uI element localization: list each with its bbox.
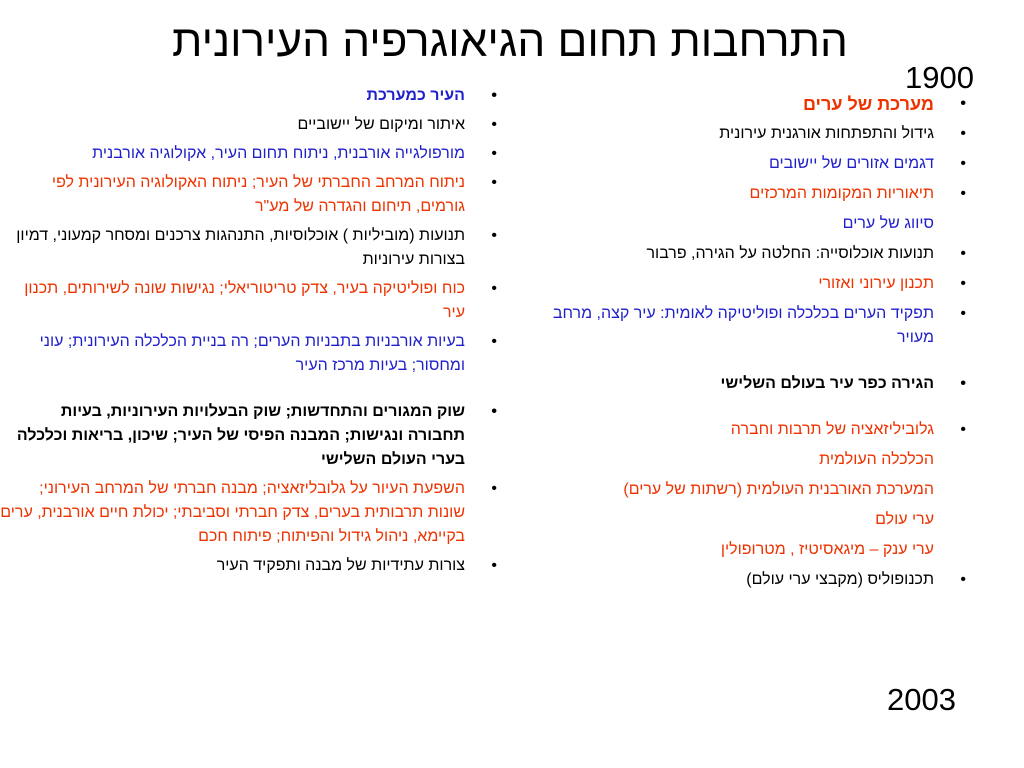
topic-item: הכלכלה העולמית [819, 451, 934, 468]
year-start-label: 1900 [905, 60, 974, 95]
topic-item: • מערכת של ערים [530, 92, 976, 116]
topic-item: • העיר כמערכת [0, 84, 507, 108]
left-topic-list [0, 84, 507, 583]
topic-item: • תכנון עירוני ואזורי [530, 272, 976, 296]
topic-item: • תפקיד הערים בכלכלה ופוליטיקה לאומית: עיר קצה, מרחב מעויר [530, 302, 976, 350]
topic-item: • בעיות אורבניות בתבניות הערים; רה בניית הכלכלה העירונית; עוני ומחסור; בעיות מרכז העיר [0, 330, 507, 378]
topic-item: • צורות עתידיות של מבנה ותפקיד העיר [0, 554, 507, 578]
topic-item: • השפעת העיור על גלובליזאציה; מבנה חברתי של המרחב העירוני; שונות תרבותית בערים, צדק חברתי וסביבתי; יכולת חיים אורבנית, ערים בקיימא, ניהול גידול והפיתוח; פיתוח חכם [0, 477, 507, 549]
slide-title: התרחבות תחום הגיאוגרפיה העירונית [172, 17, 848, 66]
topic-item: ערי עולם [875, 511, 934, 528]
topic-item: • תנועות אוכלוסייה: החלטה על הגירה, פרבור [530, 242, 976, 266]
topic-item: • תנועות (מוביליות ) אוכלוסיות, התנהגות צרכנים ומסחר קמעוני, דמיון בצורות עירוניות [0, 224, 507, 272]
topic-item: • כוח ופוליטיקה בעיר, צדק טריטוריאלי; נגישות שונה לשירותים, תכנון עיר [0, 277, 507, 325]
topic-item: • הגירה כפר עיר בעולם השלישי [530, 372, 976, 396]
topic-item: המערכת האורבנית העולמית (רשתות של ערים) [623, 481, 934, 498]
year-end-label: 2003 [887, 682, 956, 717]
topic-item: • איתור ומיקום של יישוביים [0, 113, 507, 137]
topic-item: • מורפולגייה אורבנית, ניתוח תחום העיר, אקולוגיה אורבנית [0, 142, 507, 166]
topic-item: • שוק המגורים והתחדשות; שוק הבעלויות העירוניות, בעיות תחבורה ונגישות; המבנה הפיסי של העיר; שיכון, בריאות וכלכלה בערי העולם השלישי [0, 400, 507, 472]
topic-item: סיווג של ערים [842, 215, 934, 232]
topic-item: • גלוביליזאציה של תרבות וחברה [530, 418, 976, 442]
topic-item: ערי ענק – מיגאסיטיז , מטרופולין [720, 541, 934, 558]
topic-item: • תכנופוליס (מקבצי ערי עולם) [530, 568, 976, 592]
topic-item: • גידול והתפתחות אורגנית עירונית [530, 122, 976, 146]
topic-item: • תיאוריות המקומות המרכזים [530, 182, 976, 206]
right-topic-list [530, 92, 976, 598]
topic-item: • ניתוח המרחב החברתי של העיר; ניתוח האקולוגיה העירונית לפי גורמים, תיחום והגדרה של מע"ר [0, 171, 507, 219]
topic-item: • דגמים אזורים של יישובים [530, 152, 976, 176]
